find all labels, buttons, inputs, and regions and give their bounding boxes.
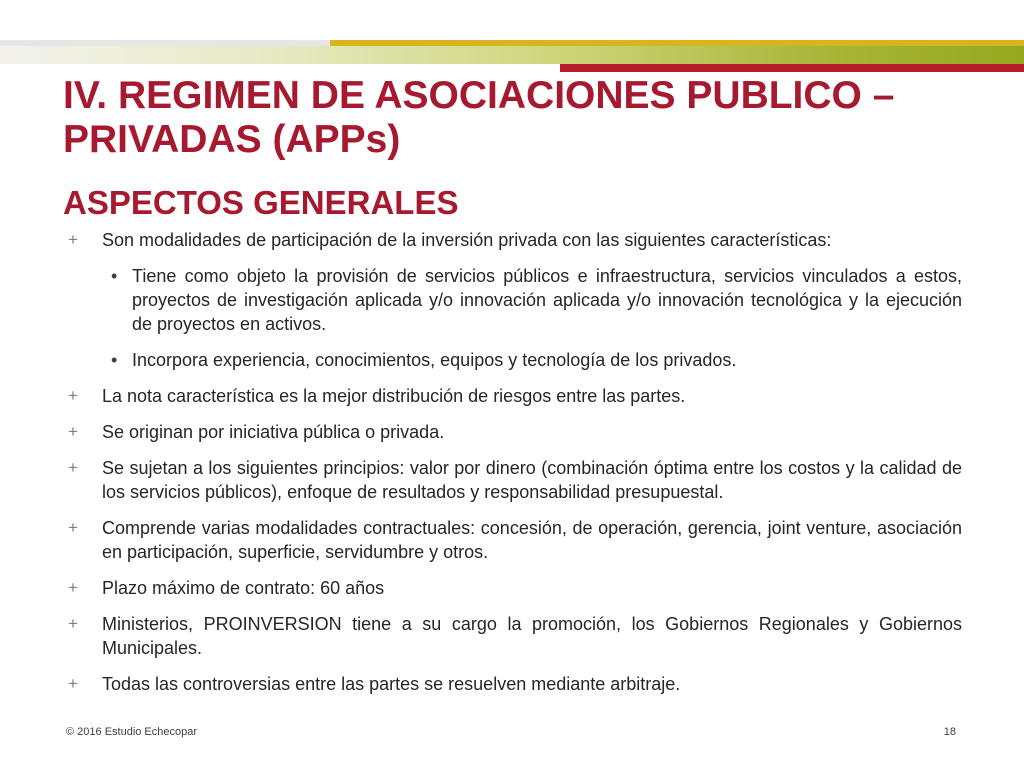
plus-bullet-icon: + [68,674,78,693]
plus-bullet-icon: + [68,386,78,405]
sub-list-item [68,264,962,336]
slide-subtitle: ASPECTOS GENERALES [63,184,459,221]
plus-bullet-icon: + [68,518,78,537]
list-item-text: Comprende varias modalidades contractuales: concesión, de operación, gerencia, joint venture, asociación en participación, superficie, servidumbre y otros. [102,518,962,562]
list-item [68,576,962,600]
slide-title: IV. REGIMEN DE ASOCIACIONES PUBLICO – PRIVADAS (APPs) [63,74,895,161]
plus-bullet-icon: + [68,458,78,477]
list-item [68,456,962,504]
list-item [68,228,962,252]
plus-bullet-icon: + [68,422,78,441]
dot-bullet-icon: • [111,350,118,370]
list-item [68,384,962,408]
header-decor-red-bar [560,64,1024,72]
list-item [68,420,962,444]
list-item [68,612,962,660]
list-item-text: Todas las controversias entre las partes se resuelven mediante arbitraje. [102,674,681,694]
plus-bullet-icon: + [68,614,78,633]
page-number: 18 [943,726,956,738]
footer-copyright: © 2016 Estudio Echecopar [66,726,198,738]
bullet-list [68,228,962,708]
sub-list-item-text: Incorpora experiencia, conocimientos, equipos y tecnología de los privados. [132,350,737,370]
list-item [68,672,962,696]
plus-bullet-icon: + [68,230,78,249]
list-item-text: Se sujetan a los siguientes principios: valor por dinero (combinación óptima entre los costos y la calidad de los servicios públicos), enfoque de resultados y responsabilidad presupuestal. [102,458,962,502]
header-decor-olive-bar [0,46,1024,64]
dot-bullet-icon: • [111,266,118,286]
plus-bullet-icon: + [68,578,78,597]
list-item-text: Plazo máximo de contrato: 60 años [102,578,385,598]
list-item [68,516,962,564]
list-item-text: Son modalidades de participación de la inversión privada con las siguientes características: [102,230,832,250]
sub-list-item-text: Tiene como objeto la provisión de servicios públicos e infraestructura, servicios vinculados a estos, proyectos de investigación aplicada y/o innovación aplicada y/o innovación tecnológica y la ejecución de proyectos en activos. [132,266,962,334]
list-item-text: La nota característica es la mejor distribución de riesgos entre las partes. [102,386,686,406]
sub-list-item [68,348,962,372]
list-item-text: Ministerios, PROINVERSION tiene a su cargo la promoción, los Gobiernos Regionales y Gobiernos Municipales. [102,614,962,658]
list-item-text: Se originan por iniciativa pública o privada. [102,422,445,442]
